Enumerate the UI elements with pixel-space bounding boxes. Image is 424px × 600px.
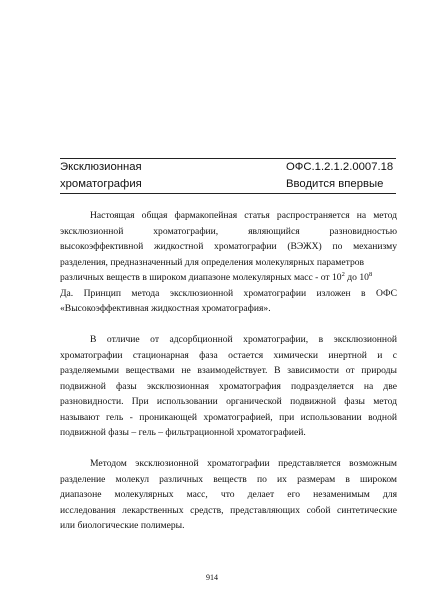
header-row-2 [60, 176, 396, 193]
article-code: ОФС.1.2.1.2.0007.18 [286, 161, 394, 173]
text-line: разновидности. При использовании органической подвижной фазы метод [60, 396, 397, 407]
header-row-1 [60, 159, 396, 176]
text-line: высокоэффективной жидкостной хроматографии (ВЭЖХ) по механизму [60, 241, 397, 252]
text-line: разделение молекул различных веществ по их размерам в широком [60, 473, 397, 485]
document-body [60, 208, 397, 549]
paragraph-3 [60, 456, 397, 534]
exponent: 8 [368, 270, 373, 278]
text-line: хроматографии стационарная фаза остается химически инертной и с [60, 349, 397, 361]
text-line: Настоящая общая фармакопейная статья распространяется на метод [90, 210, 397, 221]
article-title-line-2: хроматография [60, 178, 142, 190]
paragraph-2 [60, 332, 397, 441]
page-number: 914 [206, 573, 218, 582]
text-line: называют гель - проникающей хроматографией, при использовании водной [60, 411, 397, 423]
text-line: Методом эксклюзионной хроматографии представляется возможным [90, 458, 397, 469]
text-line: или биологические полимеры. [60, 520, 185, 531]
exponent: 2 [341, 270, 345, 278]
text-line: В отличие от адсорбционной хроматографии, в эксклюзионной [90, 334, 397, 345]
paragraph-1 [60, 208, 397, 317]
text-line: «Высокоэффективная жидкостная хроматография». [60, 303, 271, 314]
article-title-line-1: Эксклюзионная [60, 161, 142, 173]
text-line: Да. Принцип метода эксклюзионной хроматографии изложен в ОФС [60, 287, 397, 299]
text-line: эксклюзионной хроматографии, являющийся разновидностью [60, 225, 397, 237]
text-line-with-exponents [60, 270, 397, 286]
text-line: исследования лекарственных средств, представляющих собой синтетические [60, 504, 397, 516]
text-line: подвижной фазы эксклюзионная хроматография подразделяется на две [60, 380, 397, 392]
document-header [60, 158, 396, 194]
text-line: разделения, предназначенный для определения молекулярных параметров [60, 256, 365, 268]
text-line: диапазоне молекулярных масс, что делает его незаменимым для [60, 489, 397, 500]
text-fragment: различных веществ в широком диапазоне молекулярных масс - от 10 [60, 272, 342, 283]
text-line: разделяемыми веществами не взаимодействует. В зависимости от природы [60, 365, 397, 376]
article-status: Вводится впервые [286, 178, 384, 190]
text-fragment: до 10 [344, 272, 369, 283]
text-line: подвижной фазы – гель – фильтрационной хроматографией. [60, 427, 306, 438]
